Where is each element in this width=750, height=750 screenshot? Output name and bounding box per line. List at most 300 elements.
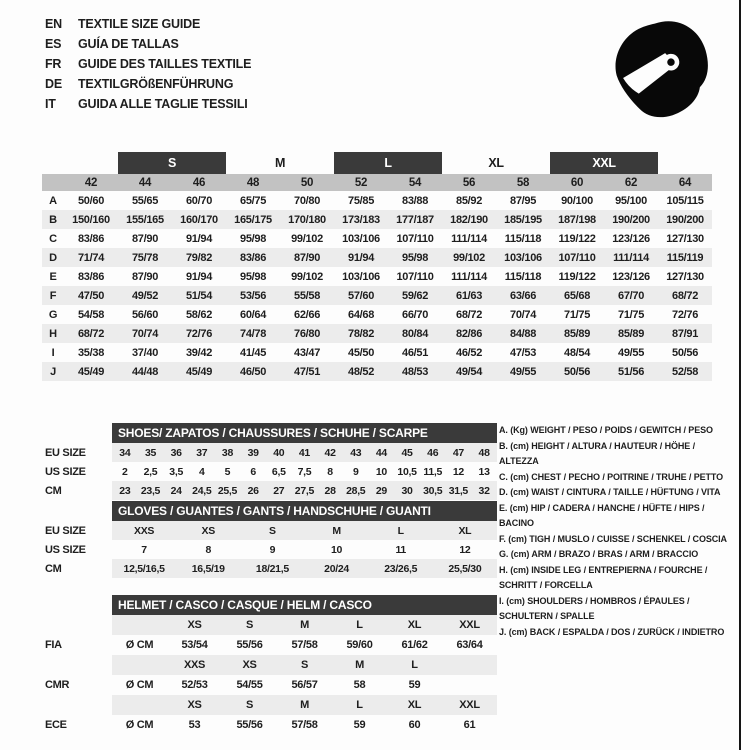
- shoes-cell: 2,5: [143, 465, 158, 478]
- row-letter: A: [49, 194, 57, 207]
- size-cell: 107/110: [396, 232, 434, 245]
- size-cell: 107/110: [396, 270, 434, 283]
- size-cell: 75/85: [348, 194, 375, 207]
- shoes-cell: 11,5: [423, 465, 443, 478]
- size-cell: 115/118: [504, 270, 542, 283]
- row-letter: G: [48, 308, 58, 321]
- guide-title-en: TEXTILE SIZE GUIDE: [78, 17, 201, 31]
- helmet-cell: Ø CM: [125, 719, 154, 731]
- size-cell: 99/102: [291, 270, 323, 283]
- size-cell: 87/90: [280, 248, 334, 267]
- size-cell: 187/198: [550, 210, 604, 229]
- legend-item: I. (cm) SHOULDERS / HOMBROS / ÉPAULES / SCHULTERN / SPALLE: [499, 595, 690, 621]
- size-cell: 75/78: [118, 248, 172, 267]
- shoes-cell: 8: [327, 465, 333, 478]
- size-cell: 53/56: [226, 286, 280, 305]
- shoes-cell: 27: [266, 481, 292, 500]
- language-row-it: [45, 94, 251, 114]
- gloves-row-cm: [45, 559, 497, 578]
- helmet-cell: [112, 655, 167, 675]
- helmet-section: [45, 595, 497, 735]
- size-col-header: 62: [604, 174, 658, 191]
- shoes-cell: 39: [240, 443, 266, 462]
- shoes-cell: 6,5: [271, 465, 286, 478]
- language-code: DE: [45, 77, 62, 91]
- gloves-cell: 23/26,5: [369, 559, 433, 578]
- gloves-cell: 9: [269, 543, 276, 556]
- page-right-border: [739, 0, 741, 750]
- row-label: US SIZE: [45, 543, 86, 556]
- size-cell: 58/62: [185, 308, 213, 321]
- size-cell: 95/98: [240, 270, 267, 283]
- language-code: EN: [45, 17, 62, 31]
- size-row-e: [42, 267, 712, 286]
- shoes-cell: 5: [224, 465, 231, 478]
- size-cell: 155/165: [118, 210, 172, 229]
- helmet-icon: [608, 16, 716, 120]
- shoes-cell: 7,5: [297, 465, 312, 478]
- size-cell: 66/70: [402, 308, 429, 321]
- size-cell: 123/126: [612, 232, 650, 245]
- size-cell: 50/56: [550, 362, 604, 381]
- shoes-cell: 46: [420, 443, 446, 462]
- size-cell: 119/122: [558, 270, 596, 283]
- size-cell: 65/75: [240, 194, 267, 207]
- size-cell: 78/82: [334, 324, 388, 343]
- helmet-cell: 55/56: [236, 719, 263, 731]
- size-row-i: [42, 343, 712, 362]
- helmet-cell: 53/54: [181, 639, 208, 651]
- size-cell: 83/86: [226, 248, 280, 267]
- shoes-cell: 37: [189, 443, 215, 462]
- helmet-cell: M: [277, 695, 332, 715]
- size-cell: 74/78: [226, 324, 280, 343]
- size-col-header: 48: [226, 174, 280, 191]
- helmet-cell: 61/62: [401, 639, 428, 651]
- helmet-cell: 57/58: [291, 639, 318, 651]
- gloves-cell: 25,5/30: [433, 559, 497, 578]
- size-cell: 185/195: [496, 210, 550, 229]
- size-cell: 46/52: [456, 346, 483, 359]
- shoes-cell: 47: [446, 443, 472, 462]
- size-col-spacer: [42, 174, 64, 191]
- size-cell: 150/160: [64, 210, 118, 229]
- gloves-row-eu-size: [45, 521, 497, 540]
- shoes-cell: 31,5: [446, 481, 472, 500]
- shoes-cell: 9: [352, 465, 359, 478]
- size-cell: 72/76: [672, 308, 699, 321]
- size-row-d: [42, 248, 712, 267]
- helmet-cell: 63/64: [456, 639, 483, 651]
- size-cell: 103/106: [342, 270, 380, 283]
- size-cell: 95/98: [388, 248, 442, 267]
- helmet-cell: XS: [167, 615, 222, 635]
- shoes-cell: 44: [369, 443, 395, 462]
- shoes-cell: 4: [199, 465, 205, 478]
- shoes-cell: 34: [112, 443, 138, 462]
- size-cell: 99/102: [442, 248, 496, 267]
- size-cell: 95/98: [240, 232, 267, 245]
- shoes-cell: 38: [215, 443, 241, 462]
- helmet-row: [45, 655, 497, 675]
- shoes-cell: 23,5: [138, 481, 164, 500]
- shoes-cell: 35: [138, 443, 164, 462]
- shoes-cell: 24: [163, 481, 189, 500]
- language-row-fr: [45, 54, 251, 74]
- helmet-section-title: HELMET / CASCO / CASQUE / HELM / CASCO: [112, 595, 497, 615]
- size-cell: 190/200: [658, 210, 712, 229]
- shoes-cell: 26: [240, 481, 266, 500]
- shoes-cell: 29: [369, 481, 395, 500]
- size-col-header: 58: [496, 174, 550, 191]
- size-cell: 119/122: [558, 232, 596, 245]
- size-cell: 49/55: [618, 346, 645, 359]
- helmet-cell: 53: [188, 719, 201, 731]
- size-cell: 85/89: [604, 324, 658, 343]
- shoes-cell: 45: [394, 443, 420, 462]
- size-cell: 68/72: [658, 286, 712, 305]
- size-cell: 47/50: [64, 286, 118, 305]
- shoes-cell: 23: [112, 481, 138, 500]
- gloves-cell: 20/24: [304, 559, 368, 578]
- size-row-g: [42, 305, 712, 324]
- language-title-list: [45, 14, 251, 114]
- size-cell: 50/56: [672, 346, 699, 359]
- size-cell: 45/49: [64, 362, 118, 381]
- size-cell: 76/80: [280, 324, 334, 343]
- helmet-cell: XL: [387, 695, 442, 715]
- gloves-cell: XXS: [112, 521, 176, 540]
- size-cell: 71/75: [618, 308, 645, 321]
- size-cell: 103/106: [342, 232, 380, 245]
- size-cell: 68/72: [456, 308, 483, 321]
- size-cell: 49/52: [118, 286, 172, 305]
- language-row-de: [45, 74, 251, 94]
- size-col-header: 52: [334, 174, 388, 191]
- size-cell: 84/88: [496, 324, 550, 343]
- row-label: FIA: [45, 639, 62, 651]
- helmet-cell: 56/57: [291, 679, 318, 691]
- helmet-cell: 59/60: [346, 639, 373, 651]
- shoes-table: [45, 443, 497, 500]
- row-label: [45, 695, 112, 715]
- shoes-cell: 42: [317, 443, 343, 462]
- size-table: [42, 152, 712, 381]
- shoes-section: [45, 423, 497, 500]
- gloves-row-us-size: [45, 540, 497, 559]
- size-cell: 61/63: [442, 286, 496, 305]
- gloves-cell: S: [240, 521, 304, 540]
- size-col-header: 44: [118, 174, 172, 191]
- size-cell: 62/66: [294, 308, 321, 321]
- legend-item: D. (cm) WAIST / CINTURA / TAILLE / HÜFTUNG / VITA: [499, 487, 721, 497]
- guide-title-es: GUÍA DE TALLAS: [78, 37, 179, 51]
- size-group-label-s: S: [118, 152, 226, 174]
- size-cell: 177/187: [388, 210, 442, 229]
- shoes-cell: 12: [452, 465, 464, 478]
- size-cell: 60/70: [185, 194, 213, 207]
- row-letter: C: [49, 232, 57, 245]
- size-group-label-l: L: [334, 152, 442, 174]
- legend-item: H. (cm) INSIDE LEG / ENTREPIERNA / FOURCHE / SCHRITT / FORCELLA: [499, 564, 708, 590]
- size-cell: 43/47: [294, 346, 321, 359]
- helmet-cell: S: [222, 615, 277, 635]
- size-cell: 87/90: [131, 270, 159, 283]
- row-letter: D: [42, 248, 64, 267]
- size-cell: 35/38: [77, 346, 105, 359]
- size-cell: 160/170: [172, 210, 226, 229]
- shoes-section-title: SHOES/ ZAPATOS / CHAUSSURES / SCHUHE / SCARPE: [112, 423, 497, 443]
- legend-item: A. (Kg) WEIGHT / PESO / POIDS / GEWITCH / PESO: [499, 425, 713, 435]
- shoes-cell: 28: [317, 481, 343, 500]
- gloves-cell: 8: [205, 543, 211, 556]
- main-size-table-wrap: [42, 152, 712, 381]
- row-letter: B: [42, 210, 64, 229]
- size-cell: 111/114: [451, 270, 487, 283]
- helmet-row-ece: [45, 715, 497, 735]
- size-cell: 99/102: [291, 232, 323, 245]
- size-cell: 85/92: [456, 194, 483, 207]
- size-cell: 44/48: [118, 362, 172, 381]
- size-row-a: [42, 191, 712, 210]
- helmet-cell: 54/55: [236, 679, 263, 691]
- legend-item: B. (cm) HEIGHT / ALTURA / HAUTEUR / HÖHE / ALTEZZA: [499, 440, 695, 466]
- helmet-cell: M: [332, 655, 387, 675]
- helmet-cell: L: [332, 615, 387, 635]
- shoes-cell: 30,5: [420, 481, 446, 500]
- measurement-legend: [499, 423, 731, 640]
- size-cell: 51/56: [604, 362, 658, 381]
- size-cell: 115/119: [658, 248, 712, 267]
- size-cell: 80/84: [388, 324, 442, 343]
- size-cell: 71/74: [64, 248, 118, 267]
- helmet-cell: S: [222, 695, 277, 715]
- helmet-cell: XL: [387, 615, 442, 635]
- size-cell: 165/175: [226, 210, 280, 229]
- size-cell: 72/76: [172, 324, 226, 343]
- row-label: EU SIZE: [45, 446, 86, 459]
- helmet-cell: M: [277, 615, 332, 635]
- row-label: ECE: [45, 719, 67, 731]
- shoes-cell: 2: [122, 465, 128, 478]
- size-cell: 49/55: [496, 362, 550, 381]
- size-cell: 64/68: [348, 308, 375, 321]
- helmet-row-cmr: [45, 675, 497, 695]
- row-letter: F: [42, 286, 64, 305]
- size-cell: 79/82: [172, 248, 226, 267]
- size-col-header: 50: [280, 174, 334, 191]
- size-cell: 68/72: [64, 324, 118, 343]
- size-cell: 54/58: [77, 308, 105, 321]
- gloves-cell: XS: [176, 521, 240, 540]
- size-cell: 105/115: [666, 194, 704, 207]
- size-cell: 91/94: [334, 248, 388, 267]
- helmet-row: [45, 695, 497, 715]
- size-row-b: [42, 210, 712, 229]
- size-cell: 87/91: [658, 324, 712, 343]
- helmet-cell: XXL: [442, 615, 497, 635]
- legend-item: G. (cm) ARM / BRAZO / BRAS / ARM / BRACCIO: [499, 549, 699, 559]
- gloves-cell: L: [369, 521, 433, 540]
- helmet-cell: [112, 615, 167, 635]
- size-group-spacer: [658, 152, 712, 174]
- shoes-cell: 25,5: [215, 481, 241, 500]
- row-label: CM: [45, 562, 62, 575]
- shoes-cell: 41: [292, 443, 318, 462]
- size-cell: 83/88: [402, 194, 429, 207]
- shoes-cell: 3,5: [169, 465, 183, 478]
- language-code: FR: [45, 57, 62, 71]
- language-code: IT: [45, 97, 56, 111]
- shoes-cell: 27,5: [292, 481, 318, 500]
- helmet-cell: 60: [408, 719, 421, 731]
- row-letter: E: [49, 270, 57, 283]
- shoes-cell: 10,5: [397, 465, 417, 478]
- gloves-cell: XL: [433, 521, 497, 540]
- size-cell: 48/53: [388, 362, 442, 381]
- shoes-cell: 32: [471, 481, 497, 500]
- size-group-label-xl: XL: [488, 156, 504, 170]
- row-letter: I: [51, 346, 55, 359]
- helmet-cell: 52/53: [181, 679, 208, 691]
- size-col-header: 56: [442, 174, 496, 191]
- gloves-cell: M: [304, 521, 368, 540]
- size-cell: 95/100: [615, 194, 647, 207]
- shoes-cell: 36: [163, 443, 189, 462]
- size-row-c: [42, 229, 712, 248]
- shoes-cell: 24,5: [189, 481, 215, 500]
- size-cell: 41/45: [240, 346, 267, 359]
- size-cell: 107/110: [550, 248, 604, 267]
- language-code: ES: [45, 37, 62, 51]
- gloves-cell: 10: [331, 543, 343, 556]
- size-cell: 111/114: [451, 232, 487, 245]
- guide-title-fr: GUIDE DES TAILLES TEXTILE: [78, 57, 252, 71]
- helmet-cell: 61: [463, 719, 476, 731]
- helmet-cell: 59: [408, 679, 421, 691]
- gloves-section: [45, 501, 497, 578]
- size-cell: 182/190: [442, 210, 496, 229]
- shoes-cell: 48: [471, 443, 497, 462]
- row-letter: H: [42, 324, 64, 343]
- legend-item: F. (cm) TIGH / MUSLO / CUISSE / SCHENKEL / COSCIA: [499, 533, 727, 544]
- size-cell: 47/53: [510, 346, 537, 359]
- helmet-cell: XXL: [442, 695, 497, 715]
- size-cell: 71/75: [564, 308, 591, 321]
- row-label: [45, 655, 112, 675]
- shoes-cell: 6: [250, 465, 256, 478]
- row-label: US SIZE: [45, 465, 86, 478]
- size-cell: 57/60: [334, 286, 388, 305]
- size-cell: 70/80: [294, 194, 321, 207]
- size-cell: 48/52: [334, 362, 388, 381]
- row-label: [45, 615, 112, 635]
- helmet-cell: [442, 655, 497, 675]
- size-cell: 190/200: [604, 210, 658, 229]
- language-row-es: [45, 34, 251, 54]
- row-label: CMR: [45, 679, 70, 691]
- shoes-cell: 28,5: [343, 481, 369, 500]
- helmet-cell: L: [387, 655, 442, 675]
- size-cell: 70/74: [510, 308, 537, 321]
- size-cell: 59/62: [388, 286, 442, 305]
- size-cell: 103/106: [496, 248, 550, 267]
- size-cell: 83/86: [77, 232, 105, 245]
- gloves-table: [45, 521, 497, 578]
- row-letter: J: [42, 362, 64, 381]
- size-cell: 55/65: [131, 194, 159, 207]
- gloves-cell: 12: [459, 543, 471, 556]
- size-cell: 90/100: [561, 194, 593, 207]
- size-row-f: [42, 286, 712, 305]
- size-cell: 87/95: [510, 194, 537, 207]
- gloves-cell: 11: [395, 543, 406, 556]
- size-cell: 127/130: [666, 270, 704, 283]
- helmet-cell: XS: [222, 655, 277, 675]
- guide-title-de: TEXTILGRÖßENFÜHRUNG: [78, 77, 234, 91]
- size-cell: 50/60: [77, 194, 105, 207]
- size-cell: 123/126: [612, 270, 650, 283]
- size-cell: 63/66: [496, 286, 550, 305]
- size-cell: 173/183: [334, 210, 388, 229]
- helmet-cell: [442, 675, 497, 695]
- gloves-cell: 12,5/16,5: [112, 559, 176, 578]
- shoes-cell: 10: [375, 465, 387, 478]
- size-cell: 83/86: [77, 270, 105, 283]
- size-cell: 46/50: [226, 362, 280, 381]
- helmet-row: [45, 615, 497, 635]
- shoes-row-us-size: [45, 462, 497, 481]
- helmet-cell: 59: [353, 719, 366, 731]
- gloves-cell: 18/21,5: [240, 559, 304, 578]
- size-cell: 55/58: [280, 286, 334, 305]
- size-cell: 46/51: [402, 346, 429, 359]
- helmet-cell: Ø CM: [125, 639, 154, 651]
- size-group-label-xxl: XXL: [550, 152, 658, 174]
- size-col-header: 42: [64, 174, 118, 191]
- size-cell: 47/51: [280, 362, 334, 381]
- helmet-cell: XS: [167, 695, 222, 715]
- size-cell: 115/118: [504, 232, 542, 245]
- size-cell: 67/70: [604, 286, 658, 305]
- size-row-h: [42, 324, 712, 343]
- size-cell: 65/68: [550, 286, 604, 305]
- size-col-header: 46: [172, 174, 226, 191]
- size-cell: 45/50: [348, 346, 375, 359]
- helmet-row-fia: [45, 635, 497, 655]
- size-cell: 127/130: [666, 232, 704, 245]
- size-cell: 87/90: [131, 232, 159, 245]
- legend-item: J. (cm) BACK / ESPALDA / DOS / ZURÜCK / INDIETRO: [499, 626, 725, 637]
- size-cell: 111/114: [604, 248, 658, 267]
- size-cell: 91/94: [185, 270, 213, 283]
- shoes-cell: 40: [266, 443, 292, 462]
- size-cell: 56/60: [131, 308, 159, 321]
- guide-title-it: GUIDA ALLE TAGLIE TESSILI: [78, 97, 248, 111]
- gloves-cell: 16,5/19: [176, 559, 240, 578]
- size-cell: 48/54: [564, 346, 591, 359]
- size-row-j: [42, 362, 712, 381]
- size-cell: 37/40: [131, 346, 159, 359]
- size-cell: 91/94: [185, 232, 213, 245]
- size-group-label-m: M: [274, 156, 286, 170]
- size-col-header: 60: [550, 174, 604, 191]
- shoes-cell: 13: [478, 465, 490, 478]
- row-label: EU SIZE: [45, 524, 86, 537]
- helmet-cell: XXS: [167, 655, 222, 675]
- size-cell: 39/42: [185, 346, 213, 359]
- size-cell: 82/86: [442, 324, 496, 343]
